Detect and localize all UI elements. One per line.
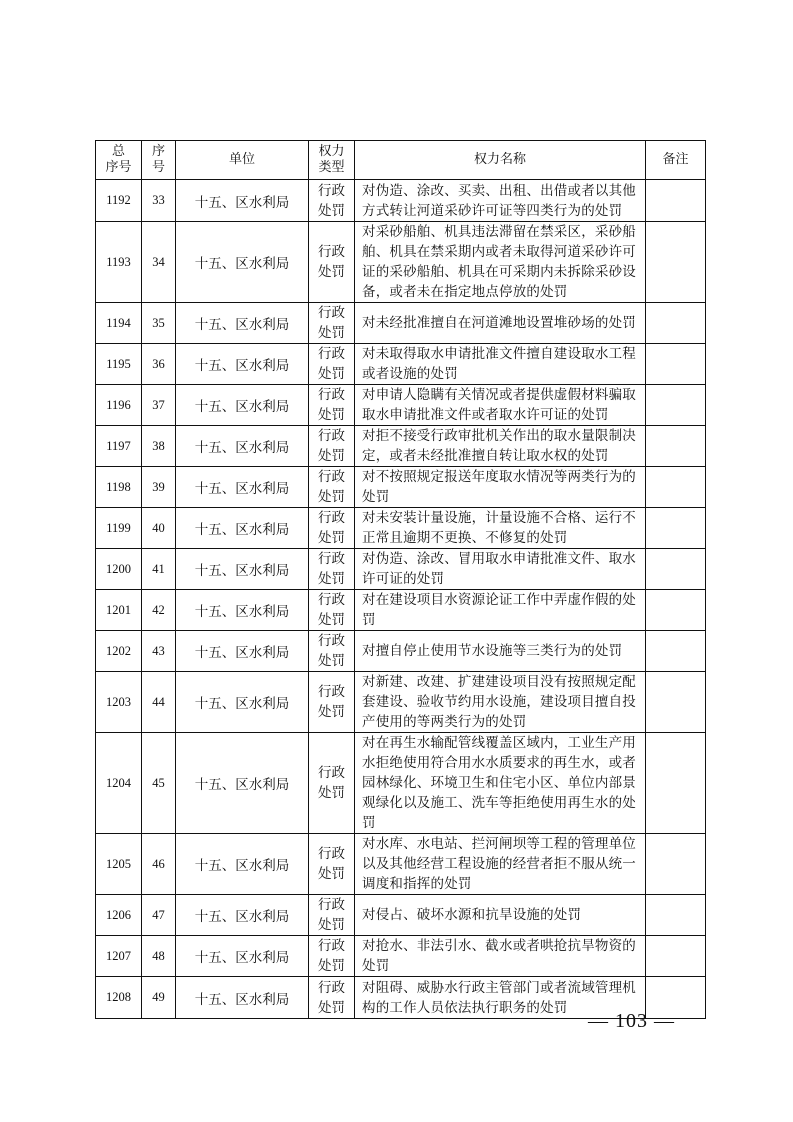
cell-total-no: 1206 <box>96 895 142 936</box>
cell-unit: 十五、区水利局 <box>176 467 309 508</box>
cell-seq-no: 48 <box>142 936 176 977</box>
cell-power-name: 对抢水、非法引水、截水或者哄抢抗旱物资的处罚 <box>355 936 646 977</box>
cell-power-type <box>309 590 355 631</box>
cell-seq-no: 35 <box>142 303 176 344</box>
cell-remark <box>646 426 706 467</box>
cell-power-name: 对在建设项目水资源论证工作中弄虚作假的处罚 <box>355 590 646 631</box>
cell-power-type <box>309 426 355 467</box>
table-row <box>96 508 706 549</box>
cell-unit: 十五、区水利局 <box>176 631 309 672</box>
cell-remark <box>646 303 706 344</box>
cell-power-type <box>309 977 355 1019</box>
table-header-row <box>96 141 706 180</box>
header-seq-no-text: 序 号 <box>151 144 165 175</box>
cell-seq-no: 47 <box>142 895 176 936</box>
cell-total-no: 1208 <box>96 977 142 1019</box>
table-row <box>96 834 706 895</box>
table-row <box>96 590 706 631</box>
cell-unit: 十五、区水利局 <box>176 385 309 426</box>
cell-power-type <box>309 344 355 385</box>
cell-power-name: 对在再生水输配管线覆盖区域内，工业生产用水拒绝使用符合用水水质要求的再生水，或者园林绿化、环境卫生和住宅小区、单位内部景观绿化以及施工、洗车等拒绝使用再生水的处罚 <box>355 733 646 834</box>
cell-power-type <box>309 222 355 303</box>
cell-power-type <box>309 549 355 590</box>
power-type-line: 行政 <box>318 387 345 403</box>
power-type-line: 处罚 <box>318 999 345 1016</box>
cell-total-no: 1204 <box>96 733 142 834</box>
cell-unit: 十五、区水利局 <box>176 303 309 344</box>
cell-remark <box>646 631 706 672</box>
power-type-line: 处罚 <box>318 571 345 587</box>
table-row <box>96 222 706 303</box>
power-type-line: 行政 <box>318 684 345 700</box>
cell-unit: 十五、区水利局 <box>176 733 309 834</box>
cell-seq-no: 38 <box>142 426 176 467</box>
cell-power-name: 对未经批准擅自在河道滩地设置堆砂场的处罚 <box>355 303 646 344</box>
table-row <box>96 426 706 467</box>
cell-seq-no: 46 <box>142 834 176 895</box>
cell-unit: 十五、区水利局 <box>176 344 309 385</box>
cell-remark <box>646 508 706 549</box>
cell-seq-no: 39 <box>142 467 176 508</box>
cell-power-type <box>309 303 355 344</box>
cell-unit: 十五、区水利局 <box>176 977 309 1019</box>
cell-power-name: 对阻碍、威胁水行政主管部门或者流域管理机构的工作人员依法执行职务的处罚 <box>355 977 646 1019</box>
cell-power-type <box>309 936 355 977</box>
table-body <box>96 180 706 1019</box>
power-type-line: 行政 <box>318 846 345 862</box>
power-type-line: 处罚 <box>318 917 345 933</box>
cell-power-type <box>309 508 355 549</box>
cell-unit: 十五、区水利局 <box>176 672 309 733</box>
cell-power-type <box>309 834 355 895</box>
cell-remark <box>646 936 706 977</box>
cell-seq-no: 42 <box>142 590 176 631</box>
cell-seq-no: 44 <box>142 672 176 733</box>
header-power-type <box>309 141 355 180</box>
power-type-line: 处罚 <box>318 366 345 382</box>
cell-unit: 十五、区水利局 <box>176 549 309 590</box>
cell-remark <box>646 385 706 426</box>
cell-seq-no: 40 <box>142 508 176 549</box>
cell-power-type <box>309 631 355 672</box>
header-power-name: 权力名称 <box>355 141 646 180</box>
cell-power-name: 对伪造、涂改、买卖、出租、出借或者以其他方式转让河道采砂许可证等四类行为的处罚 <box>355 180 646 222</box>
power-type-line: 处罚 <box>318 958 345 974</box>
power-type-line: 行政 <box>318 182 345 199</box>
cell-seq-no: 34 <box>142 222 176 303</box>
power-type-line: 处罚 <box>318 202 345 219</box>
power-type-line: 行政 <box>318 510 345 526</box>
cell-power-name: 对未安装计量设施，计量设施不合格、运行不正常且逾期不更换、不修复的处罚 <box>355 508 646 549</box>
power-type-line: 处罚 <box>318 866 345 882</box>
cell-total-no: 1199 <box>96 508 142 549</box>
page-number: — 103 — <box>588 1010 675 1032</box>
header-unit: 单位 <box>176 141 309 180</box>
power-type-line: 处罚 <box>318 489 345 505</box>
cell-remark <box>646 590 706 631</box>
power-type-line: 行政 <box>318 428 345 444</box>
cell-seq-no: 41 <box>142 549 176 590</box>
table-row <box>96 467 706 508</box>
cell-power-name: 对擅自停止使用节水设施等三类行为的处罚 <box>355 631 646 672</box>
power-type-line: 处罚 <box>318 448 345 464</box>
cell-remark <box>646 180 706 222</box>
cell-remark <box>646 672 706 733</box>
cell-power-type <box>309 385 355 426</box>
header-remark: 备注 <box>646 141 706 180</box>
cell-power-name: 对伪造、涂改、冒用取水申请批准文件、取水许可证的处罚 <box>355 549 646 590</box>
power-type-line: 行政 <box>318 592 345 608</box>
cell-total-no: 1192 <box>96 180 142 222</box>
cell-total-no: 1194 <box>96 303 142 344</box>
table-row <box>96 180 706 222</box>
power-type-line: 行政 <box>318 469 345 485</box>
cell-total-no: 1207 <box>96 936 142 977</box>
table-row <box>96 344 706 385</box>
cell-total-no: 1198 <box>96 467 142 508</box>
cell-total-no: 1202 <box>96 631 142 672</box>
cell-seq-no: 37 <box>142 385 176 426</box>
cell-power-name: 对采砂船舶、机具违法滞留在禁采区，采砂船舶、机具在禁采期内或者未取得河道采砂许可证的采砂船舶、机具在可采期内未拆除采砂设备，或者未在指定地点停放的处罚 <box>355 222 646 303</box>
power-type-line: 行政 <box>318 938 345 954</box>
cell-unit: 十五、区水利局 <box>176 936 309 977</box>
cell-seq-no: 45 <box>142 733 176 834</box>
cell-power-name: 对不按照规定报送年度取水情况等两类行为的处罚 <box>355 467 646 508</box>
power-list-table <box>95 140 706 1019</box>
table-row <box>96 385 706 426</box>
table-row <box>96 303 706 344</box>
header-total-no-text: 总 序号 <box>105 144 132 175</box>
table-row <box>96 733 706 834</box>
cell-remark <box>646 549 706 590</box>
power-type-line: 行政 <box>318 765 345 781</box>
power-type-line: 行政 <box>318 979 345 996</box>
power-type-line: 行政 <box>318 244 345 260</box>
cell-total-no: 1200 <box>96 549 142 590</box>
power-type-line: 处罚 <box>318 704 345 720</box>
cell-remark <box>646 834 706 895</box>
cell-remark <box>646 895 706 936</box>
cell-unit: 十五、区水利局 <box>176 426 309 467</box>
table-row <box>96 549 706 590</box>
cell-seq-no: 43 <box>142 631 176 672</box>
cell-total-no: 1201 <box>96 590 142 631</box>
cell-total-no: 1205 <box>96 834 142 895</box>
power-type-line: 行政 <box>318 346 345 362</box>
cell-total-no: 1195 <box>96 344 142 385</box>
power-type-line: 处罚 <box>318 325 345 341</box>
cell-total-no: 1196 <box>96 385 142 426</box>
cell-unit: 十五、区水利局 <box>176 895 309 936</box>
cell-remark <box>646 733 706 834</box>
cell-remark <box>646 222 706 303</box>
cell-remark <box>646 344 706 385</box>
power-type-line: 处罚 <box>318 530 345 546</box>
table-row <box>96 631 706 672</box>
table-row <box>96 936 706 977</box>
cell-unit: 十五、区水利局 <box>176 590 309 631</box>
cell-seq-no: 36 <box>142 344 176 385</box>
cell-total-no: 1193 <box>96 222 142 303</box>
cell-power-type <box>309 672 355 733</box>
cell-power-name: 对水库、水电站、拦河闸坝等工程的管理单位以及其他经营工程设施的经营者拒不服从统一调度和指挥的处罚 <box>355 834 646 895</box>
cell-remark <box>646 467 706 508</box>
cell-total-no: 1203 <box>96 672 142 733</box>
power-type-line: 行政 <box>318 551 345 567</box>
table-row <box>96 672 706 733</box>
power-type-line: 处罚 <box>318 264 345 280</box>
cell-power-name: 对新建、改建、扩建建设项目没有按照规定配套建设、验收节约用水设施，建设项目擅自投产使用的等两类行为的处罚 <box>355 672 646 733</box>
power-type-line: 处罚 <box>318 612 345 628</box>
cell-unit: 十五、区水利局 <box>176 222 309 303</box>
cell-power-name: 对未取得取水申请批准文件擅自建设取水工程或者设施的处罚 <box>355 344 646 385</box>
cell-power-type <box>309 733 355 834</box>
header-seq-no <box>142 141 176 180</box>
cell-power-name: 对拒不接受行政审批机关作出的取水量限制决定，或者未经批准擅自转让取水权的处罚 <box>355 426 646 467</box>
header-total-no <box>96 141 142 180</box>
cell-unit: 十五、区水利局 <box>176 180 309 222</box>
cell-power-type <box>309 180 355 222</box>
power-type-line: 处罚 <box>318 407 345 423</box>
cell-unit: 十五、区水利局 <box>176 508 309 549</box>
cell-seq-no: 33 <box>142 180 176 222</box>
power-type-line: 行政 <box>318 633 345 649</box>
cell-power-type <box>309 467 355 508</box>
cell-power-type <box>309 895 355 936</box>
table-row <box>96 895 706 936</box>
power-type-line: 行政 <box>318 305 345 321</box>
power-type-line: 行政 <box>318 897 345 913</box>
cell-total-no: 1197 <box>96 426 142 467</box>
header-power-type-text: 权力 类型 <box>318 144 345 175</box>
cell-power-name: 对申请人隐瞒有关情况或者提供虚假材料骗取取水申请批准文件或者取水许可证的处罚 <box>355 385 646 426</box>
power-type-line: 处罚 <box>318 653 345 669</box>
cell-seq-no: 49 <box>142 977 176 1019</box>
cell-power-name: 对侵占、破坏水源和抗旱设施的处罚 <box>355 895 646 936</box>
cell-unit: 十五、区水利局 <box>176 834 309 895</box>
power-type-line: 处罚 <box>318 785 345 801</box>
